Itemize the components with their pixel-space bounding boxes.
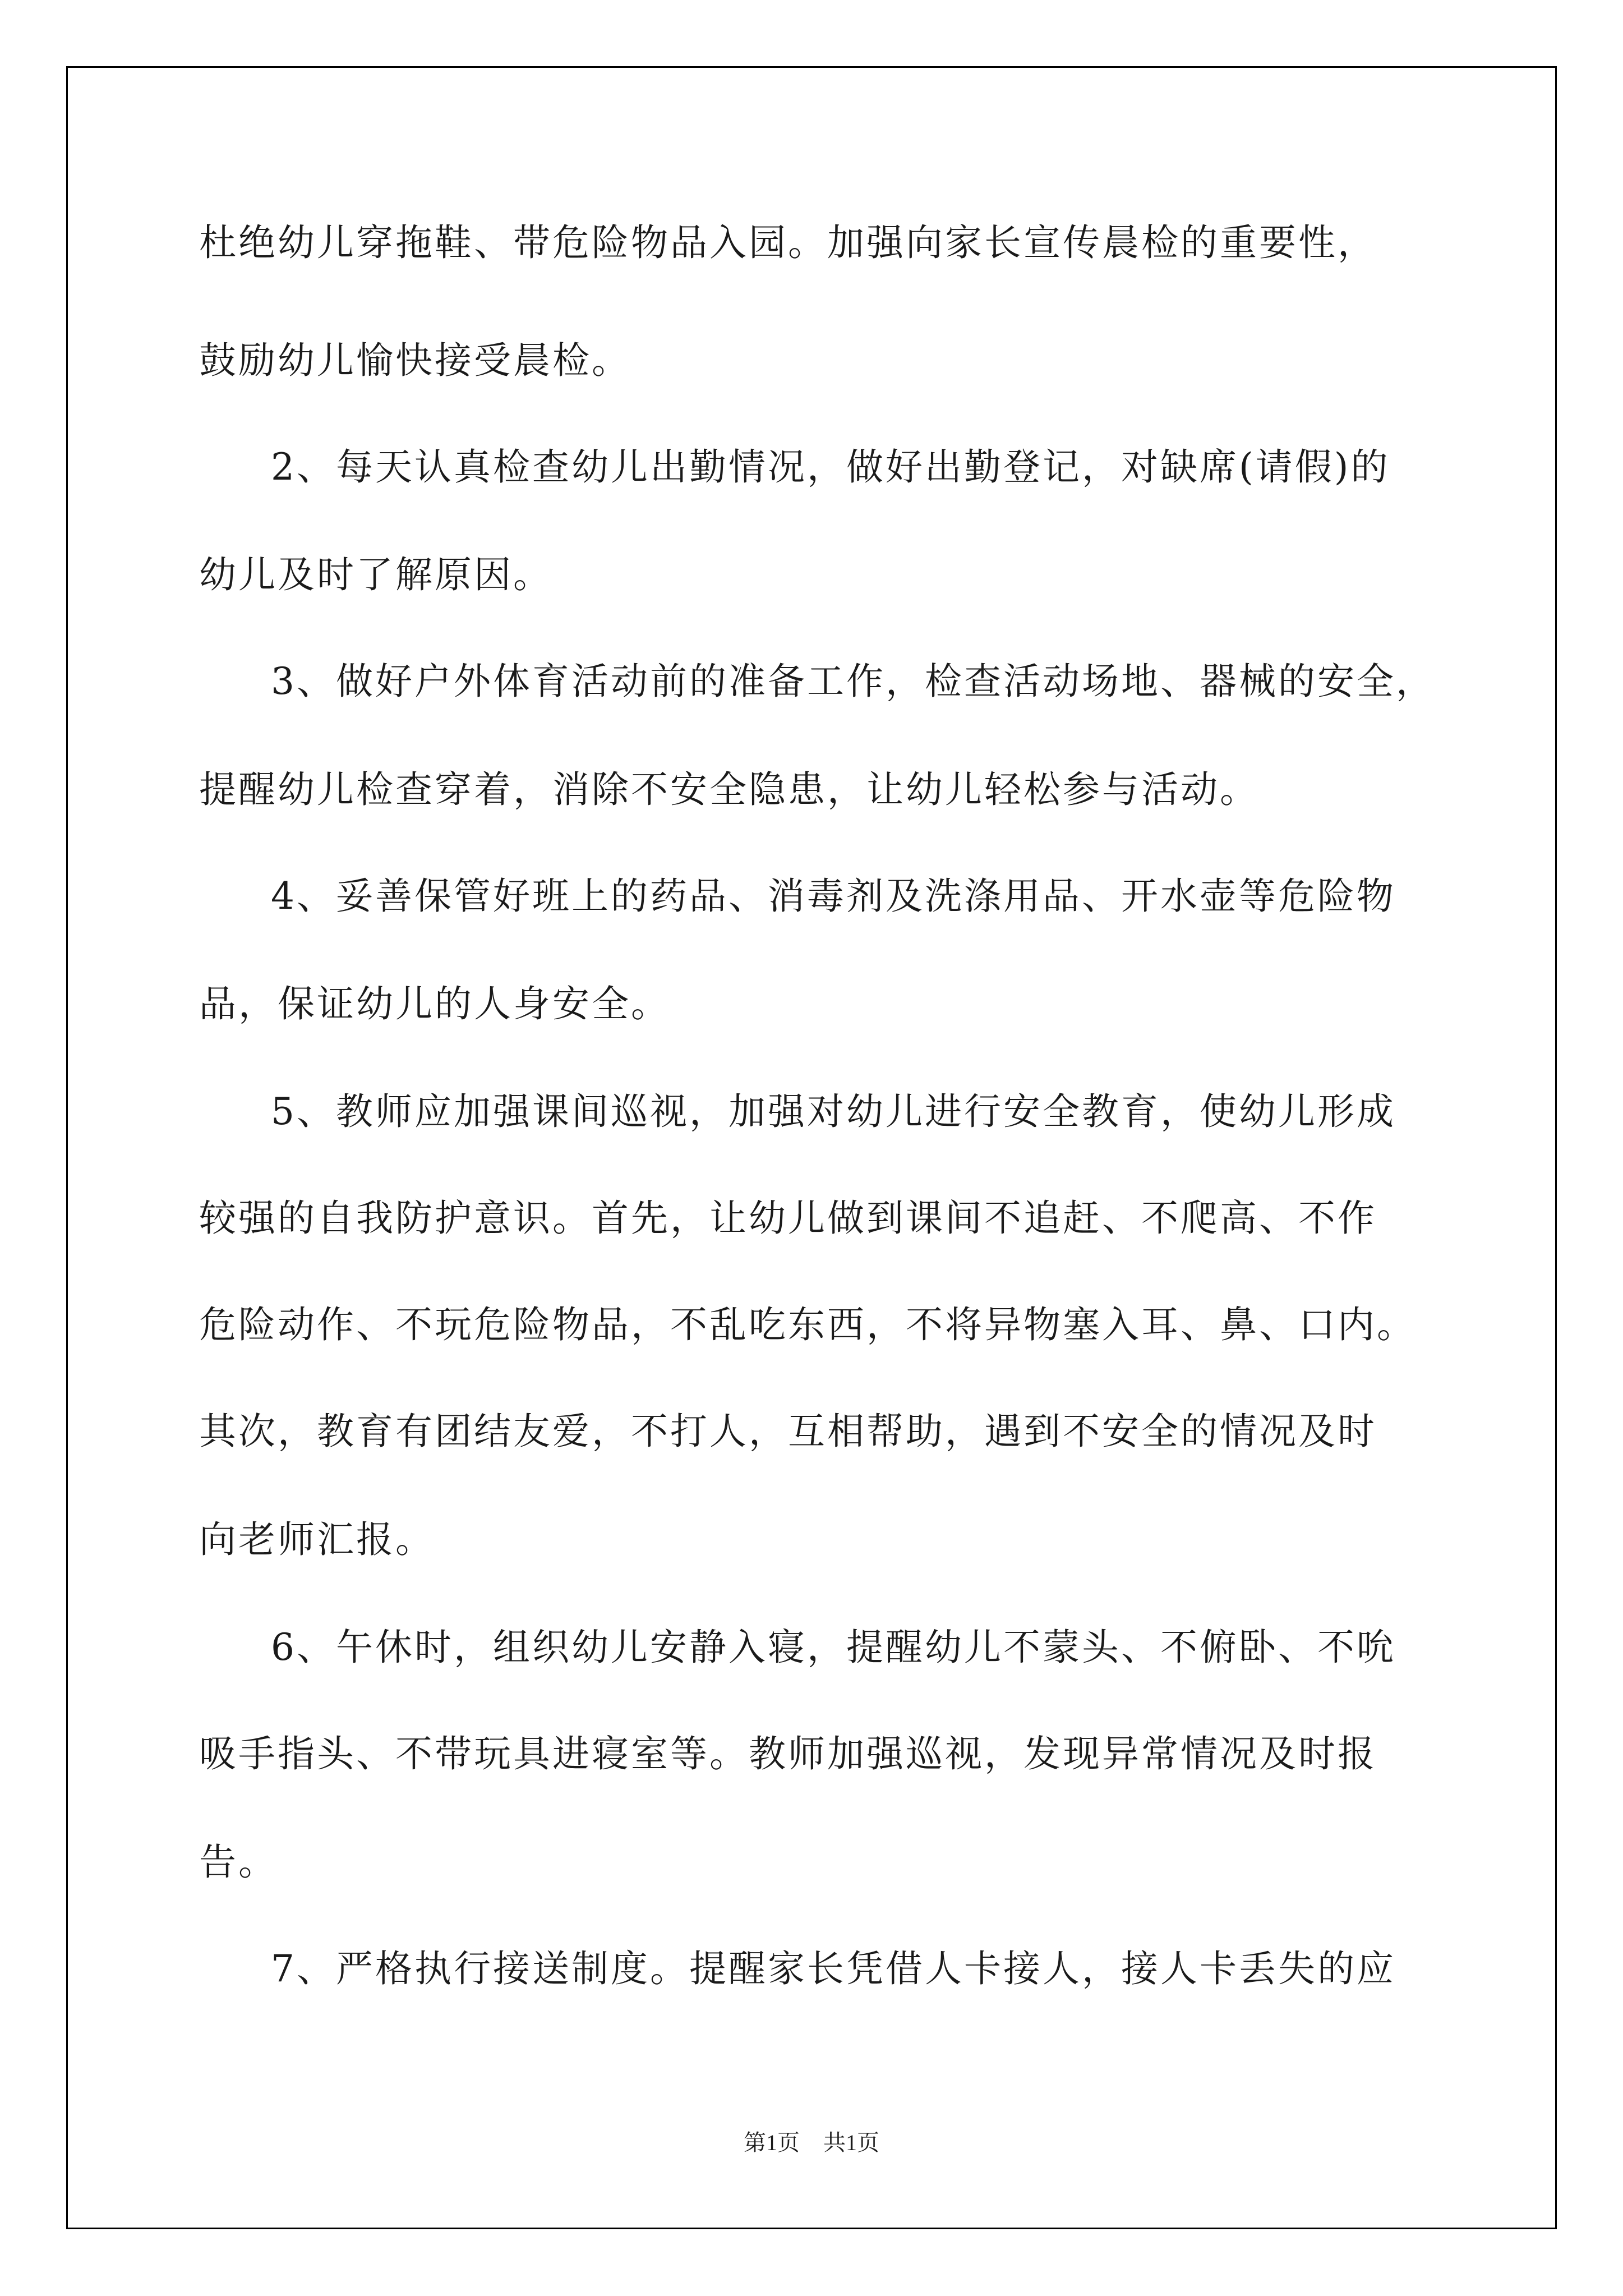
text-line: 6、午休时，组织幼儿安静入寝，提醒幼儿不蒙头、不俯卧、不吮	[271, 1626, 1396, 1669]
text-line: 杜绝幼儿穿拖鞋、带危险物品入园。加强向家长宣传晨检的重要性，	[199, 221, 1377, 264]
text-line: 品，保证幼儿的人身安全。	[199, 982, 670, 1025]
page-border	[66, 66, 1557, 2229]
text-line: 较强的自我防护意识。首先，让幼儿做到课间不追赶、不爬高、不作	[199, 1197, 1377, 1240]
text-line: 其次，教育有团结友爱，不打人，互相帮助，遇到不安全的情况及时	[199, 1410, 1377, 1453]
text-line: 鼓励幼儿愉快接受晨检。	[199, 339, 631, 382]
text-line: 4、妥善保管好班上的药品、消毒剂及洗涤用品、开水壶等危险物	[271, 875, 1396, 918]
text-line: 提醒幼儿检查穿着，消除不安全隐患，让幼儿轻松参与活动。	[199, 768, 1259, 811]
page-total: 共1页	[823, 2130, 879, 2155]
text-line: 5、教师应加强课间巡视，加强对幼儿进行安全教育，使幼儿形成	[271, 1090, 1396, 1133]
text-line: 危险动作、不玩危险物品，不乱吃东西，不将异物塞入耳、鼻、口内。	[199, 1303, 1416, 1346]
text-line: 7、严格执行接送制度。提醒家长凭借人卡接人，接人卡丢失的应	[271, 1947, 1396, 1990]
text-line: 3、做好户外体育活动前的准备工作，检查活动场地、器械的安全，	[271, 660, 1435, 703]
text-line: 幼儿及时了解原因。	[199, 553, 552, 596]
page-footer	[0, 2129, 1623, 2157]
text-line: 向老师汇报。	[199, 1518, 435, 1561]
page-number: 第1页	[744, 2130, 800, 2155]
text-line: 告。	[199, 1841, 278, 1884]
text-line: 2、每天认真检查幼儿出勤情况，做好出勤登记，对缺席(请假)的	[271, 445, 1390, 489]
text-line: 吸手指头、不带玩具进寝室等。教师加强巡视，发现异常情况及时报	[199, 1732, 1377, 1775]
